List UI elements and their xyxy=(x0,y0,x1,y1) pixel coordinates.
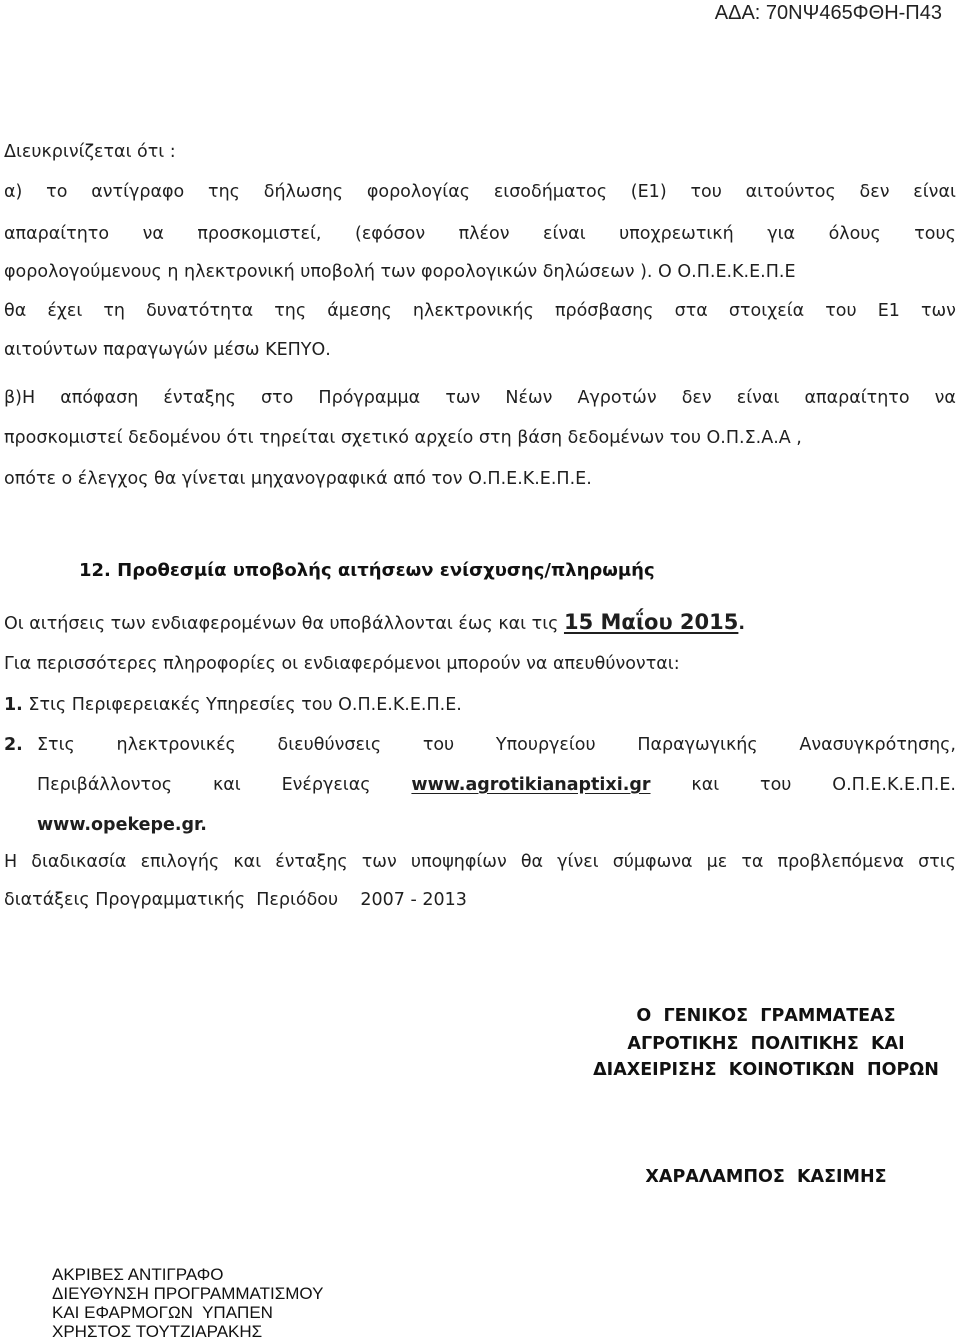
item-a-line-4-word: πρόσβασης xyxy=(554,301,654,321)
contact-1 xyxy=(4,695,462,715)
item-a-line-1-word: το xyxy=(46,182,68,202)
procedure-line-1-word: επιλογής xyxy=(140,852,220,872)
contact-2-line-1-word: διευθύνσεις xyxy=(277,735,382,755)
item-a-line-1-word: (Ε1) xyxy=(630,182,667,202)
item-b-line-2: προσκομιστεί δεδομένου ότι τηρείται σχετικό αρχείο στη βάση δεδομένων του Ο.Π.Σ.Α.Α , xyxy=(4,428,802,448)
procedure-line-1-word: γίνει xyxy=(557,852,599,872)
contact-2-line-2-a-2: Ενέργειας xyxy=(281,775,371,795)
item-a-line-2-word: (εφόσον xyxy=(355,224,426,244)
item-a-line-5: αιτούντων παραγωγών μέσω ΚΕΠΥΟ. xyxy=(4,340,331,360)
item-b-line-1-word: απαραίτητο xyxy=(804,388,910,408)
deadline-end: . xyxy=(738,614,746,634)
ada-code: ΑΔΑ: 70ΝΨ465ΦΘΗ-Π43 xyxy=(714,2,942,24)
contact-2-number: 2. xyxy=(4,735,23,755)
item-a-line-2-word: όλους xyxy=(828,224,881,244)
opekepe-link[interactable]: www.opekepe.gr. xyxy=(37,815,207,835)
contact-2-line-1-word: ηλεκτρονικές xyxy=(116,735,236,755)
item-b-line-1-word: Νέων xyxy=(505,388,553,408)
info-intro: Για περισσότερες πληροφορίες οι ενδιαφερόμενοι μπορούν να απευθύνονται: xyxy=(4,654,680,674)
procedure-line-1-word: προβλεπόμενα xyxy=(777,852,905,872)
contact-2-line-2-b-1: του xyxy=(760,775,792,795)
item-a-line-2-word: να xyxy=(142,224,164,244)
item-a-line-1-word: α) xyxy=(4,182,23,202)
signature-line-2: ΑΓΡΟΤΙΚΗΣ ΠΟΛΙΤΙΚΗΣ ΚΑΙ xyxy=(627,1034,905,1054)
item-a-line-4-word: τη xyxy=(103,301,125,321)
agrotikianaptixi-link[interactable]: www.agrotikianaptixi.gr xyxy=(411,775,651,795)
item-a-line-4-word: Ε1 xyxy=(877,301,900,321)
procedure-line-1-word: των xyxy=(361,852,397,872)
procedure-line-1-word: στις xyxy=(918,852,956,872)
item-a-line-1-word: της xyxy=(208,182,240,202)
certified-copy-line-2: ΔΙΕΥΘΥΝΣΗ ΠΡΟΓΡΑΜΜΑΤΙΣΜΟΥ xyxy=(52,1284,324,1303)
contact-2-line-2-a-1: και xyxy=(212,775,241,795)
item-b-line-1-word: απόφαση xyxy=(60,388,139,408)
certified-copy-line-4: ΧΡΗΣΤΟΣ ΤΟΥΤΖΙΑΡΑΚΗΣ xyxy=(52,1322,263,1341)
procedure-line-1 xyxy=(4,852,956,872)
procedure-line-1-word: με xyxy=(706,852,728,872)
contact-2-line-1-word: του xyxy=(422,735,455,755)
item-a-line-1 xyxy=(4,182,956,202)
item-a-line-1-word: αντίγραφο xyxy=(91,182,185,202)
item-a-line-2 xyxy=(4,224,956,244)
item-a-line-4-word: του xyxy=(825,301,857,321)
procedure-line-1-word: ένταξης xyxy=(275,852,348,872)
item-a-line-1-word: εισοδήματος xyxy=(493,182,607,202)
item-b-line-1-word: είναι xyxy=(736,388,780,408)
deadline-text: Οι αιτήσεις των ενδιαφερομένων θα υποβάλλονται έως και τις xyxy=(4,614,564,634)
signature-line-3: ΔΙΑΧΕΙΡΙΣΗΣ ΚΟΙΝΟΤΙΚΩΝ ΠΟΡΩΝ xyxy=(593,1060,939,1080)
certified-copy-line-1: ΑΚΡΙΒΕΣ ΑΝΤΙΓΡΑΦΟ xyxy=(52,1265,224,1284)
procedure-line-1-word: σύμφωνα xyxy=(612,852,693,872)
item-a-line-4-word: άμεσης xyxy=(327,301,392,321)
item-a-line-4-word: έχει xyxy=(47,301,83,321)
section-12-heading: 12. Προθεσμία υποβολής αιτήσεων ενίσχυσης/πληρωμής xyxy=(79,560,655,581)
item-a-line-4 xyxy=(4,301,956,321)
item-a-line-4-word: της xyxy=(274,301,307,321)
signatory-name: ΧΑΡΑΛΑΜΠΟΣ ΚΑΣΙΜΗΣ xyxy=(645,1167,887,1187)
item-a-line-2-word: τους xyxy=(914,224,956,244)
procedure-line-1-word: διαδικασία xyxy=(31,852,127,872)
item-b-line-3: οπότε ο έλεγχος θα γίνεται μηχανογραφικά από τον Ο.Π.Ε.Κ.Ε.Π.Ε. xyxy=(4,469,592,489)
contact-2-line-1-word: Παραγωγικής xyxy=(637,735,758,755)
item-a-line-4-word: των xyxy=(920,301,956,321)
item-a-line-1-word: του xyxy=(690,182,722,202)
item-b-line-1-word: να xyxy=(934,388,956,408)
contact-2-line-1-word: Υπουργείου xyxy=(495,735,596,755)
contact-2-line-1-word: Ανασυγκρότησης, xyxy=(799,735,956,755)
item-a-line-4-word: στοιχεία xyxy=(728,301,805,321)
item-a-line-1-word: αιτούντος xyxy=(745,182,836,202)
procedure-line-1-word: τα xyxy=(741,852,764,872)
procedure-line-1-word: Η xyxy=(4,852,18,872)
item-b-line-1 xyxy=(4,388,956,408)
item-a-line-1-word: είναι xyxy=(913,182,956,202)
procedure-line-1-word: και xyxy=(233,852,262,872)
item-a-line-4-word: στα xyxy=(674,301,708,321)
contact-2-line-1-word: Στις xyxy=(37,735,75,755)
signature-line-1: Ο ΓΕΝΙΚΟΣ ΓΡΑΜΜΑΤΕΑΣ xyxy=(636,1006,896,1026)
deadline-date: 15 Μαΐου 2015 xyxy=(563,610,739,634)
item-a-line-1-word: δήλωσης xyxy=(263,182,344,202)
item-b-line-1-word: Αγροτών xyxy=(577,388,657,408)
item-a-line-2-word: είναι xyxy=(543,224,586,244)
item-a-line-2-word: πλέον xyxy=(458,224,510,244)
item-b-line-1-word: ένταξης xyxy=(163,388,236,408)
procedure-line-2: διατάξεις Προγραμματικής Περιόδου 2007 - 2013 xyxy=(4,890,467,910)
contact-2-line-2-a-0: Περιβάλλοντος xyxy=(37,775,173,795)
item-a-line-4-word: δυνατότητα xyxy=(146,301,254,321)
contact-1-number: 1. xyxy=(4,695,23,715)
item-a-line-4-word: ηλεκτρονικής xyxy=(412,301,534,321)
item-b-line-1-word: στο xyxy=(260,388,294,408)
item-a-line-4-word: θα xyxy=(4,301,27,321)
item-b-line-1-word: των xyxy=(445,388,481,408)
item-b-line-1-word: β)Η xyxy=(4,388,36,408)
procedure-line-1-word: θα xyxy=(520,852,544,872)
item-b-line-1-word: δεν xyxy=(681,388,712,408)
contact-2-line-1 xyxy=(37,735,956,755)
contact-2-line-2-b-2: Ο.Π.Ε.Κ.Ε.Π.Ε. xyxy=(832,775,956,795)
item-a-line-1-word: δεν xyxy=(859,182,890,202)
item-a-line-2-word: υποχρεωτική xyxy=(619,224,734,244)
item-a-line-3: φορολογούμενους η ηλεκτρονική υποβολή των φορολογικών δηλώσεων ). Ο Ο.Π.Ε.Κ.Ε.Π.Ε xyxy=(4,262,796,282)
contact-2-line-2 xyxy=(37,775,956,795)
contact-2-line-2-b-0: και xyxy=(691,775,720,795)
item-a-line-2-word: προσκομιστεί, xyxy=(197,224,322,244)
contact-1-text: Στις Περιφερειακές Υπηρεσίες του Ο.Π.Ε.Κ.Ε.Π.Ε. xyxy=(22,695,462,715)
clarification-intro: Διευκρινίζεται ότι : xyxy=(4,142,176,162)
certified-copy-line-3: ΚΑΙ ΕΦΑΡΜΟΓΩΝ ΥΠΑΠΕΝ xyxy=(52,1303,273,1322)
item-a-line-2-word: απαραίτητο xyxy=(4,224,110,244)
item-a-line-2-word: για xyxy=(767,224,796,244)
item-b-line-1-word: Πρόγραμμα xyxy=(318,388,421,408)
procedure-line-1-word: υποψηφίων xyxy=(410,852,507,872)
deadline-line xyxy=(4,610,745,634)
item-a-line-1-word: φορολογίας xyxy=(366,182,471,202)
